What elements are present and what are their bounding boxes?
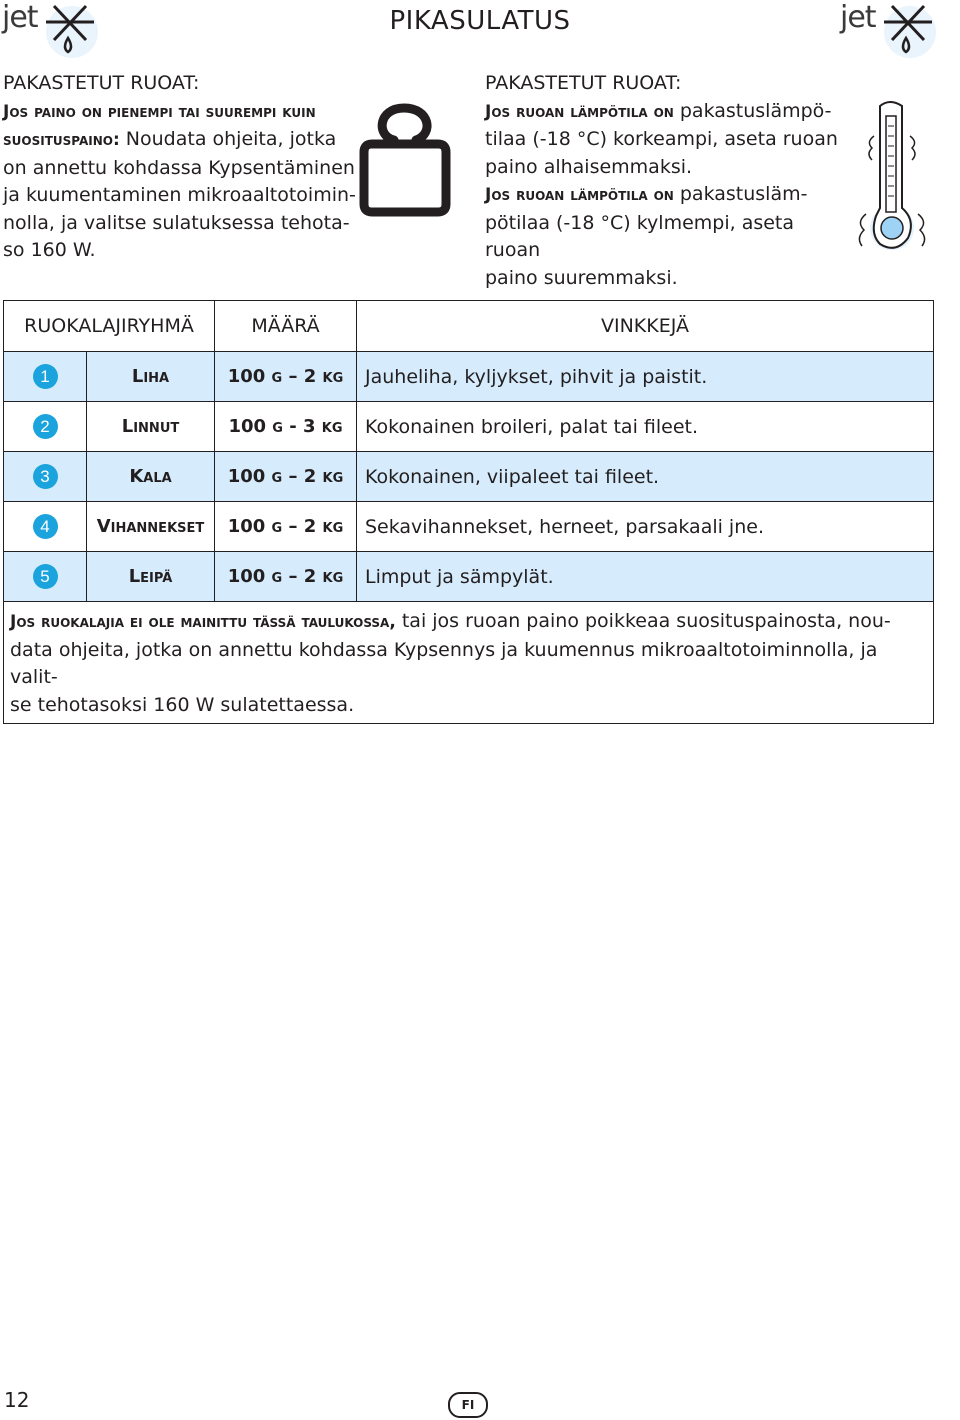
row-amount: 100 g – 2 kg — [215, 502, 357, 552]
table-row — [4, 552, 934, 602]
left-line: nolla, ja valitse sulatuksessa tehota- — [3, 211, 350, 234]
row-number-badge: 3 — [33, 464, 58, 489]
defrost-table — [3, 300, 934, 724]
row-amount: 100 g - 3 kg — [215, 402, 357, 452]
row-tip: Sekavihannekset, herneet, parsakaali jne. — [357, 502, 934, 552]
row-number-badge: 4 — [33, 514, 58, 539]
table-row — [4, 502, 934, 552]
row-category: Vihannekset — [87, 502, 215, 552]
row-number-badge: 2 — [33, 414, 58, 439]
weight-icon — [358, 100, 454, 220]
row-number-badge: 5 — [33, 564, 58, 589]
right-line: paino suuremmaksi. — [485, 266, 678, 289]
logo-text: jet — [840, 0, 876, 35]
row-category: Liha — [87, 352, 215, 402]
thermometer-icon — [852, 96, 938, 266]
row-tip: Kokonainen broileri, palat tai fileet. — [357, 402, 934, 452]
right-line: Jos ruoan lämpötila on pakastuslämpö- — [485, 99, 832, 122]
row-amount: 100 g – 2 kg — [215, 352, 357, 402]
row-category: Linnut — [87, 402, 215, 452]
row-tip: Limput ja sämpylät. — [357, 552, 934, 602]
right-line: Jos ruoan lämpötila on pakastusläm- — [485, 183, 808, 205]
table-note: Jos ruokalajia ei ole mainittu tässä taulukossa, tai jos ruoan paino poikkeaa suosituspainosta, nou- data ohjeita, jotka on annettu kohdassa Kypsennys ja kuumennus mikroaaltotoiminnolla, ja valit- se tehotasoksi 160 W sulatettaessa. — [4, 602, 934, 724]
header-amount: MÄÄRÄ — [215, 301, 357, 352]
snowflake-drop-icon — [840, 0, 960, 80]
row-tip: Kokonainen, viipaleet tai fileet. — [357, 452, 934, 502]
row-amount: 100 g – 2 kg — [215, 552, 357, 602]
right-line: paino alhaisemmaksi. — [485, 155, 693, 178]
row-category: Leipä — [87, 552, 215, 602]
language-badge: FI — [448, 1392, 488, 1418]
table-header-row — [4, 301, 934, 352]
logo-text: jet — [2, 0, 38, 35]
header-group: RUOKALAJIRYHMÄ — [4, 301, 215, 352]
row-number-badge: 1 — [33, 364, 58, 389]
left-line: on annettu kohdassa Kypsentäminen — [3, 156, 355, 179]
page-title: PIKASULATUS — [389, 6, 571, 36]
right-line: pötilaa (-18 °C) kylmempi, aseta ruoan — [485, 211, 795, 261]
row-category: Kala — [87, 452, 215, 502]
row-amount: 100 g – 2 kg — [215, 452, 357, 502]
header-tips: VINKKEJÄ — [357, 301, 934, 352]
left-line: so 160 W. — [3, 239, 96, 261]
right-heading: PAKASTETUT RUOAT: — [485, 72, 682, 94]
left-line: suosituspaino: Noudata ohjeita, jotka — [3, 128, 337, 150]
table-row — [4, 402, 934, 452]
left-line: ja kuumentaminen mikroaaltotoimin- — [3, 184, 356, 206]
table-note-row — [4, 602, 934, 724]
row-tip: Jauheliha, kyljykset, pihvit ja paistit. — [357, 352, 934, 402]
left-line: Jos paino on pienempi tai suurempi kuin — [3, 101, 316, 122]
left-instructions — [3, 70, 363, 265]
right-instructions — [485, 70, 855, 292]
table-row — [4, 452, 934, 502]
table-row — [4, 352, 934, 402]
jet-logo-right — [840, 0, 960, 80]
left-heading: PAKASTETUT RUOAT: — [3, 72, 200, 94]
page-number: 12 — [4, 1388, 30, 1412]
right-line: tilaa (-18 °C) korkeampi, aseta ruoan — [485, 128, 838, 150]
